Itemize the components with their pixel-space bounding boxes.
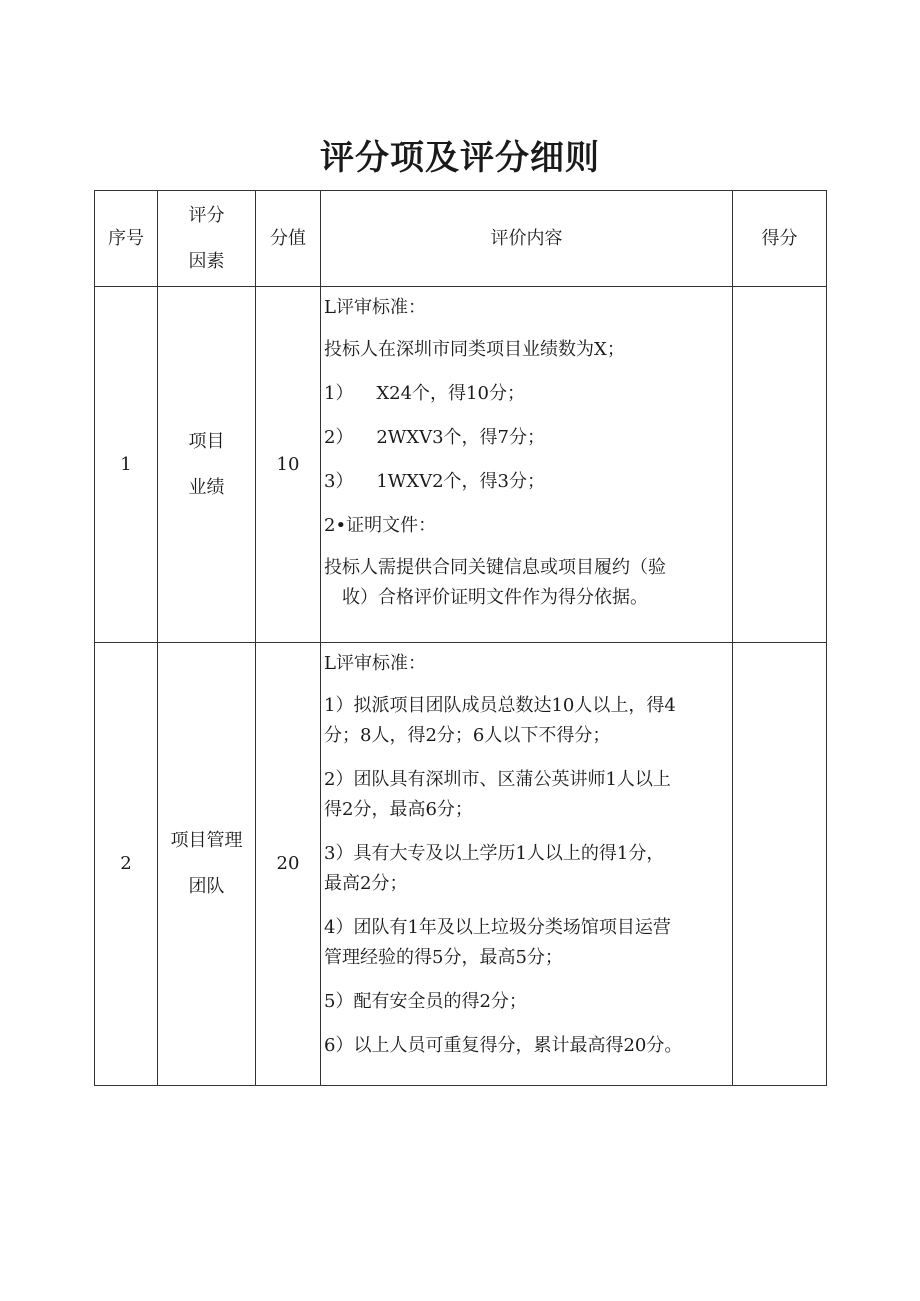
table-row xyxy=(95,287,827,643)
criteria-item xyxy=(324,691,724,751)
criteria-item xyxy=(324,765,724,825)
table-row xyxy=(95,643,827,1086)
criteria-item xyxy=(324,913,724,973)
criteria-item-line: 4）团队有1年及以上垃圾分类场馆项目运营 xyxy=(324,917,671,938)
criteria-item: 3） 1WXV2个，得3分； xyxy=(324,471,546,492)
criteria-item: 1） X24个，得10分； xyxy=(324,383,525,404)
page-title: 评分项及评分细则 xyxy=(320,138,600,178)
scoring-table xyxy=(94,190,827,1086)
row-factor xyxy=(158,643,256,1086)
proof-line1: 投标人需提供合同关键信息或项目履约（验 xyxy=(324,557,666,578)
header-points: 分值 xyxy=(256,191,321,287)
criteria-item: 6）以上人员可重复得分，累计最高得20分。 xyxy=(324,1035,683,1056)
proof-text xyxy=(324,553,724,613)
row-factor-line2: 业绩 xyxy=(188,476,225,498)
row-factor-line2: 团队 xyxy=(188,876,225,897)
criteria-heading: L评审标准： xyxy=(324,653,426,674)
criteria-item-line: 分；8人，得2分；6人以下不得分； xyxy=(324,725,611,746)
row-factor-line1: 项目 xyxy=(188,430,225,452)
row-factor xyxy=(158,287,256,643)
criteria-item-line: 管理经验的得5分，最高5分； xyxy=(324,947,563,968)
row-score xyxy=(733,643,827,1086)
header-row xyxy=(95,191,827,287)
criteria-intro: 投标人在深圳市同类项目业绩数为X； xyxy=(324,339,625,360)
criteria-item: 5）配有安全员的得2分； xyxy=(324,991,527,1012)
criteria-item-line: 2）团队具有深圳市、区蒲公英讲师1人以上 xyxy=(324,769,671,790)
criteria-item-line: 3）具有大专及以上学历1人以上的得1分， xyxy=(324,843,665,864)
header-factor xyxy=(158,191,256,287)
header-factor-line2: 因素 xyxy=(188,250,225,272)
header-index: 序号 xyxy=(95,191,158,287)
row-criteria xyxy=(321,643,733,1086)
row-index: 1 xyxy=(95,287,158,643)
criteria-heading: L评审标准： xyxy=(324,297,426,318)
row-points: 10 xyxy=(256,287,321,643)
criteria-item xyxy=(324,839,724,899)
row-points: 20 xyxy=(256,643,321,1086)
criteria-item-line: 最高2分； xyxy=(324,873,408,894)
row-criteria xyxy=(321,287,733,643)
criteria-item: 2） 2WXV3个，得7分； xyxy=(324,427,546,448)
header-factor-line1: 评分 xyxy=(188,204,225,226)
criteria-item-line: 得2分，最高6分； xyxy=(324,799,473,820)
criteria-item-line: 1）拟派项目团队成员总数达10人以上，得4 xyxy=(324,695,676,716)
header-score: 得分 xyxy=(733,191,827,287)
proof-heading: 2•证明文件： xyxy=(324,515,437,536)
header-criteria: 评价内容 xyxy=(321,191,733,287)
row-index: 2 xyxy=(95,643,158,1086)
proof-line2: 收）合格评价证明文件作为得分依据。 xyxy=(342,587,648,608)
row-score xyxy=(733,287,827,643)
row-factor-line1: 项目管理 xyxy=(170,830,243,851)
